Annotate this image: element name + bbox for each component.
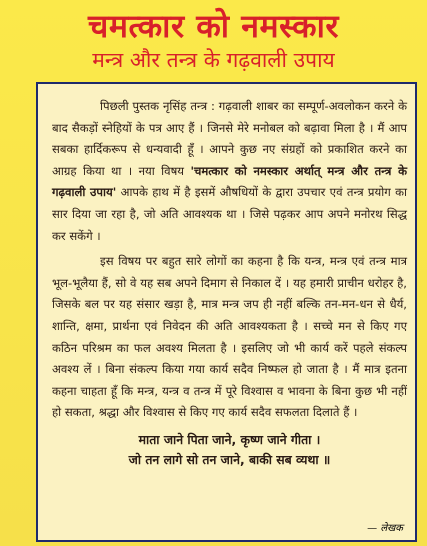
header <box>0 0 427 80</box>
verse-line-1: माता जाने पिता जाने, कृष्ण जाने गीता । <box>138 431 321 447</box>
paragraph-2: इस विषय पर बहुत सारे लोगों का कहना है कि यन्त्र, मन्त्र एवं तन्त्र मात्र भूल-भूलैया हैं, सो वे यह सब अपने दिमाग से निकाल दें । यह हमारी प्राचीन धरोहर है, जिसके बल पर यह संसार खड़ा है, मात्र मन्त्र जप ही नहीं बल्कि तन-मन-धन से धैर्य, शान्ति, क्षमा, प्रार्थना एवं निवेदन की अति आवश्यकता है । सच्चे मन से किए गए कठिन परिश्रम का फल अवश्य मिलता है । इसलिए जो भी कार्य करें पहले संकल्प अवश्य लें । बिना संकल्प किया गया कार्य सदैव निष्फल हो जाता है । मैं मात्र इतना कहना चाहता हूँ कि मन्त्र, यन्त्र व तन्त्र में पूरे विश्वास व भावना के बिना कुछ भी नहीं हो सकता, श्रद्धा और विश्वास से किए गए कार्य सदैव सफलता दिलाते हैं । <box>52 254 407 420</box>
page-subtitle: मन्त्र और तन्त्र के गढ़वाली उपाय <box>92 48 335 72</box>
text-panel <box>36 82 417 542</box>
paragraph-1 <box>52 96 407 247</box>
book-title-quote: 'चमत्कार को नमस्कार अर्थात् मन्त्र और तन्त्र के गढ़वाली उपाय' <box>52 163 408 200</box>
paragraph-1-end: आपके हाथ में है इसमें औषधियों के द्वारा उपचार एवं तन्त्र प्रयोग का सार दिया जा रहा है, जो अति आवश्यक था । जिसे पढ़कर आप अपने मनोरथ सिद्ध कर सकेंगे । <box>52 185 408 243</box>
content <box>52 96 407 532</box>
verse-line-2: जो तन लागे सो तन जाने, बाकी सब व्यथा ॥ <box>128 451 331 467</box>
verse <box>52 430 407 470</box>
page-title: चमत्कार को नमस्कार <box>88 7 339 45</box>
author-signature: — लेखक <box>367 523 403 534</box>
paragraph-1-start: पिछली पुस्तक नृसिंह तन्त्र : गढ़वाली शाबर का सम्पूर्ण-अवलोकन करने के बाद सैकड़ों स्नेहियों के पत्र आए हैं । जिनसे मेरे मनोबल को बढ़ावा मिला है । मैं आप सबका हार्दिकरूप से धन्यवादी हूँ । आपने कुछ नए संग्रहों को प्रकाशित करने का आग्रह किया था । नया विषय <box>52 99 407 178</box>
